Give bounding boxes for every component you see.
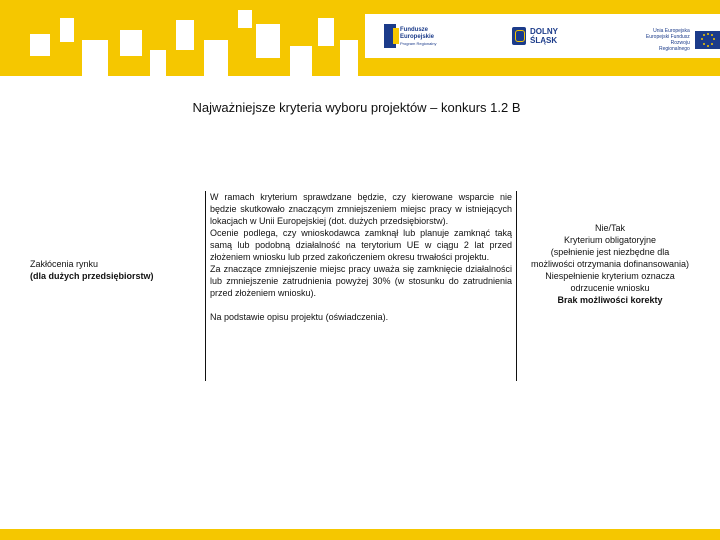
funds-emblem-icon <box>384 24 396 48</box>
criterion-scope: (dla dużych przedsiębiorstw) <box>30 271 154 281</box>
description-paragraph: W ramach kryterium sprawdzane będzie, czy kierowane wsparcie nie będzie skutkowało znaczącym zmniejszeniem miejsc pracy w istniejących lokacjach w Unii Europejskiej (dot. dużych przedsiębiorstw). <box>210 192 512 226</box>
decor-square <box>238 10 252 28</box>
assessment-line: Brak możliwości korekty <box>557 295 663 305</box>
region-logo-line1: DOLNY <box>530 27 558 36</box>
decor-square <box>340 40 358 76</box>
decor-square <box>30 34 50 56</box>
decor-square <box>82 40 108 76</box>
decor-square <box>204 40 228 76</box>
description-paragraph: Na podstawie opisu projektu (oświadczenia). <box>210 312 389 322</box>
region-crest-icon <box>512 27 526 45</box>
decor-square <box>256 24 280 58</box>
decor-square <box>150 50 166 76</box>
eu-logo-line2: Europejski Fundusz <box>645 34 690 40</box>
criterion-description <box>205 191 517 381</box>
criterion-name <box>30 258 154 282</box>
funds-logo-line2: Europejskie <box>400 33 435 40</box>
header-band <box>0 0 720 76</box>
eu-logo <box>640 28 720 52</box>
assessment-line: Nie/Tak <box>594 223 625 233</box>
decor-square <box>120 30 142 56</box>
decor-square <box>290 46 312 76</box>
funds-logo-line1: Fundusze <box>400 26 428 33</box>
region-logo-line2: ŚLĄSK <box>530 36 558 45</box>
decor-square <box>176 20 194 50</box>
decor-square <box>60 18 74 42</box>
criterion-title: Zakłócenia rynku <box>30 259 99 269</box>
decor-square <box>318 18 334 46</box>
eu-logo-line3: Rozwoju Regionalnego <box>658 40 690 52</box>
description-paragraph: Za znaczące zmniejszenie miejsc pracy uważa się zamknięcie działalności lub zmniejszenie zatrudnienia powyżej 30% (w stosunku do zatrudnienia przed złożeniem wniosku). <box>210 264 512 298</box>
assessment-line: Kryterium obligatoryjne <box>563 235 657 245</box>
funds-logo <box>384 24 436 48</box>
eu-flag-icon <box>695 31 720 49</box>
assessment-line: (spełnienie jest niezbędne dla możliwości otrzymania dofinansowania) <box>530 247 690 269</box>
region-logo <box>512 27 558 45</box>
criterion-assessment <box>530 222 690 306</box>
eu-logo-line1: Unia Europejska <box>653 28 690 34</box>
footer-band <box>0 529 720 540</box>
funds-logo-sub: Program Regionalny <box>400 40 437 46</box>
description-paragraph: Ocenie podlega, czy wnioskodawca zamknął lub planuje zamknąć taką samą lub podobną działalność na terytorium UE w ciągu 2 lat przed złożeniem wniosku lub przed zakończeniem okresu trwałości projektu. <box>210 228 512 262</box>
page-title: Najważniejsze kryteria wyboru projektów – konkurs 1.2 B <box>192 100 521 115</box>
assessment-line: Niespełnienie kryterium oznacza odrzucenie wniosku <box>545 271 675 293</box>
